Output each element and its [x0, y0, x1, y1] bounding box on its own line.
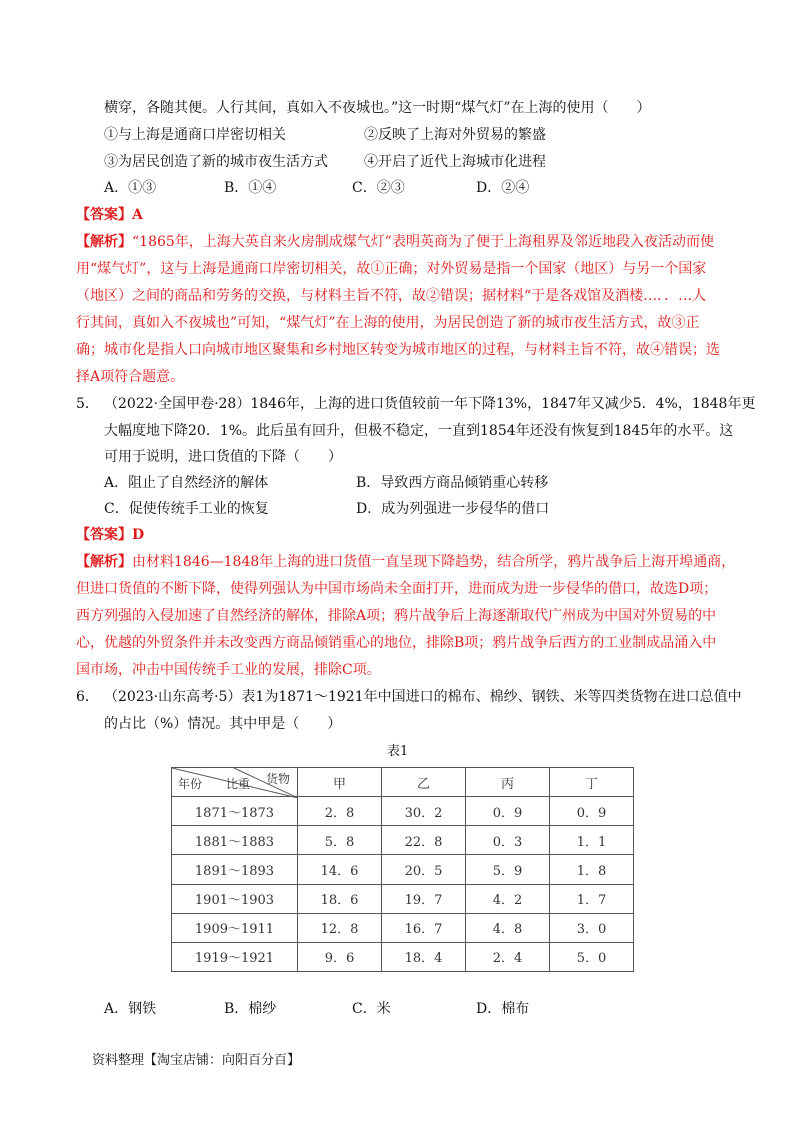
table-cell: 14．6 [298, 855, 382, 884]
table-cell: 30．2 [382, 797, 466, 826]
table-cell: 5．9 [466, 855, 550, 884]
q5-analysis-line-2: 但进口货值的不断下降，使得列强认为中国市场尚未全面打开，进而成为进一步侵华的借口，故选D项； [76, 581, 718, 597]
q4-option-3: ③为居民创造了新的城市夜生活方式 [104, 154, 328, 170]
q5-analysis-line-3: 西方列强的入侵加速了自然经济的解体，排除A项；鸦片战争后上海逐渐取代广州成为中国对外贸易的中 [76, 608, 717, 624]
table-header-row [172, 768, 634, 797]
table-cell: 22．8 [382, 826, 466, 855]
header-year: 年份 [178, 777, 203, 791]
column-header: 甲 [298, 768, 382, 797]
table-cell: 0．3 [466, 826, 550, 855]
q6-choice-d: D．棉布 [476, 1001, 530, 1017]
column-header: 丁 [550, 768, 634, 797]
q5-choice-c: C．促使传统手工业的恢复 [104, 501, 269, 517]
table-cell: 9．6 [298, 942, 382, 971]
q6-choice-b: B．棉纱 [224, 1001, 277, 1017]
table-cell: 1．7 [550, 884, 634, 913]
row-year: 1919～1921 [172, 942, 298, 971]
q5-analysis-line-5: 国市场，冲击中国传统手工业的发展，排除C项。 [76, 662, 381, 678]
q4-choice-a: A．①③ [104, 180, 157, 196]
q5-choice-b: B．导致西方商品倾销重心转移 [356, 475, 549, 491]
row-year: 1891～1893 [172, 855, 298, 884]
row-year: 1909～1911 [172, 913, 298, 942]
q6-stem-line-1: （2023·山东高考·5）表1为1871～1921年中国进口的棉布、棉纱、钢铁、米等四类货物在进口总值中 [104, 689, 742, 705]
header-ratio: 比重 [226, 777, 251, 791]
q4-analysis-line-4: 行其间，真如入不夜城也”可知，“煤气灯”在上海的使用，为居民创造了新的城市夜生活方式，故③正 [76, 315, 700, 331]
data-table [171, 767, 633, 972]
table-title: 表1 [387, 744, 409, 759]
table-cell: 4．8 [466, 913, 550, 942]
q4-choice-d: D．②④ [476, 180, 530, 196]
q5-stem-line-2: 大幅度地下降20．1%。此后虽有回升，但极不稳定，一直到1854年还没有恢复到1845年的水平。这 [104, 423, 734, 439]
column-header: 丙 [466, 768, 550, 797]
table-row [172, 913, 634, 942]
header-goods: 货物 [266, 772, 291, 786]
table-corner-cell [172, 768, 298, 797]
q4-analysis-line-5: 确；城市化是指人口向城市地区聚集和乡村地区转变为城市地区的过程，与材料主旨不符，故④错误；选 [76, 342, 720, 358]
table-cell: 2．4 [466, 942, 550, 971]
q5-stem-line-3: 可用于说明，进口货值的下降（ ） [104, 449, 342, 465]
q6-number: 6． [76, 689, 99, 705]
q4-analysis-line-6: 择A项符合题意。 [76, 369, 185, 385]
table-cell: 5．0 [550, 942, 634, 971]
analysis-label: 【解析】 [76, 234, 132, 250]
table-row [172, 797, 634, 826]
table-cell: 18．4 [382, 942, 466, 971]
answer-value: D [132, 527, 145, 543]
q5-analysis-line-4: 心，优越的外贸条件并未改变西方商品倾销重心的地位，排除B项；鸦片战争后西方的工业制成品涌入中 [76, 635, 717, 651]
analysis-text: “1865年，上海大英自来火房制成煤气灯”表明英商为了便于上海租界及邻近地段入夜活动而使 [132, 234, 714, 250]
q4-analysis-line-1 [76, 231, 714, 251]
answer-label: 【答案】 [76, 207, 132, 223]
table-cell: 5．8 [298, 826, 382, 855]
table-row [172, 826, 634, 855]
analysis-text: 由材料1846—1848年上海的进口货值一直呈现下降趋势，结合所学，鸦片战争后上海开埠通商， [132, 554, 736, 570]
q4-analysis-line-2: 用“煤气灯”，这与上海是通商口岸密切相关，故①正确；对外贸易是指一个国家（地区）与另一个国家 [76, 261, 707, 277]
q6-stem-line-2: 的占比（%）情况。其中甲是（ ） [104, 716, 342, 732]
row-year: 1871～1873 [172, 797, 298, 826]
table-cell: 16．7 [382, 913, 466, 942]
column-header: 乙 [382, 768, 466, 797]
table-row [172, 942, 634, 971]
q4-choice-c: C．②③ [352, 180, 405, 196]
q4-stem-line: 横穿，各随其便。人行其间，真如入不夜城也。”这一时期“煤气灯”在上海的使用（ ） [104, 100, 651, 116]
q5-analysis-line-1 [76, 551, 735, 571]
q5-answer [76, 524, 144, 544]
q6-choice-a: A．钢铁 [104, 1001, 157, 1017]
q6-choice-c: C．米 [352, 1001, 391, 1017]
page-footer: 资料整理【淘宝店铺：向阳百分百】 [92, 1053, 301, 1068]
table-row [172, 855, 634, 884]
table-cell: 1．8 [550, 855, 634, 884]
q4-analysis-line-3: （地区）之间的商品和劳务的交换，与材料主旨不符，故②错误；据材料“于是各戏馆及酒楼…．．…人 [76, 288, 707, 304]
table-cell: 12．8 [298, 913, 382, 942]
table-cell: 1．1 [550, 826, 634, 855]
q4-choice-b: B．①④ [224, 180, 277, 196]
q4-answer [76, 204, 143, 224]
q4-option-2: ②反映了上海对外贸易的繁盛 [364, 127, 546, 143]
table-cell: 2．8 [298, 797, 382, 826]
table-cell: 4．2 [466, 884, 550, 913]
table-cell: 0．9 [466, 797, 550, 826]
q5-choice-a: A．阻止了自然经济的解体 [104, 475, 269, 491]
table-row [172, 884, 634, 913]
table-cell: 0．9 [550, 797, 634, 826]
answer-label: 【答案】 [76, 527, 132, 543]
table-cell: 3．0 [550, 913, 634, 942]
row-year: 1881～1883 [172, 826, 298, 855]
q5-choice-d: D．成为列强进一步侵华的借口 [356, 501, 550, 517]
table-cell: 19．7 [382, 884, 466, 913]
row-year: 1901～1903 [172, 884, 298, 913]
table-cell: 20．5 [382, 855, 466, 884]
table-cell: 18．6 [298, 884, 382, 913]
q5-stem-line-1: （2022·全国甲卷·28）1846年，上海的进口货值较前一年下降13%，1847年又减少5．4%，1848年更 [104, 396, 756, 412]
analysis-label: 【解析】 [76, 554, 132, 570]
q5-number: 5． [76, 396, 99, 412]
answer-value: A [132, 207, 143, 223]
q4-option-1: ①与上海是通商口岸密切相关 [104, 127, 286, 143]
q4-option-4: ④开启了近代上海城市化进程 [364, 154, 546, 170]
